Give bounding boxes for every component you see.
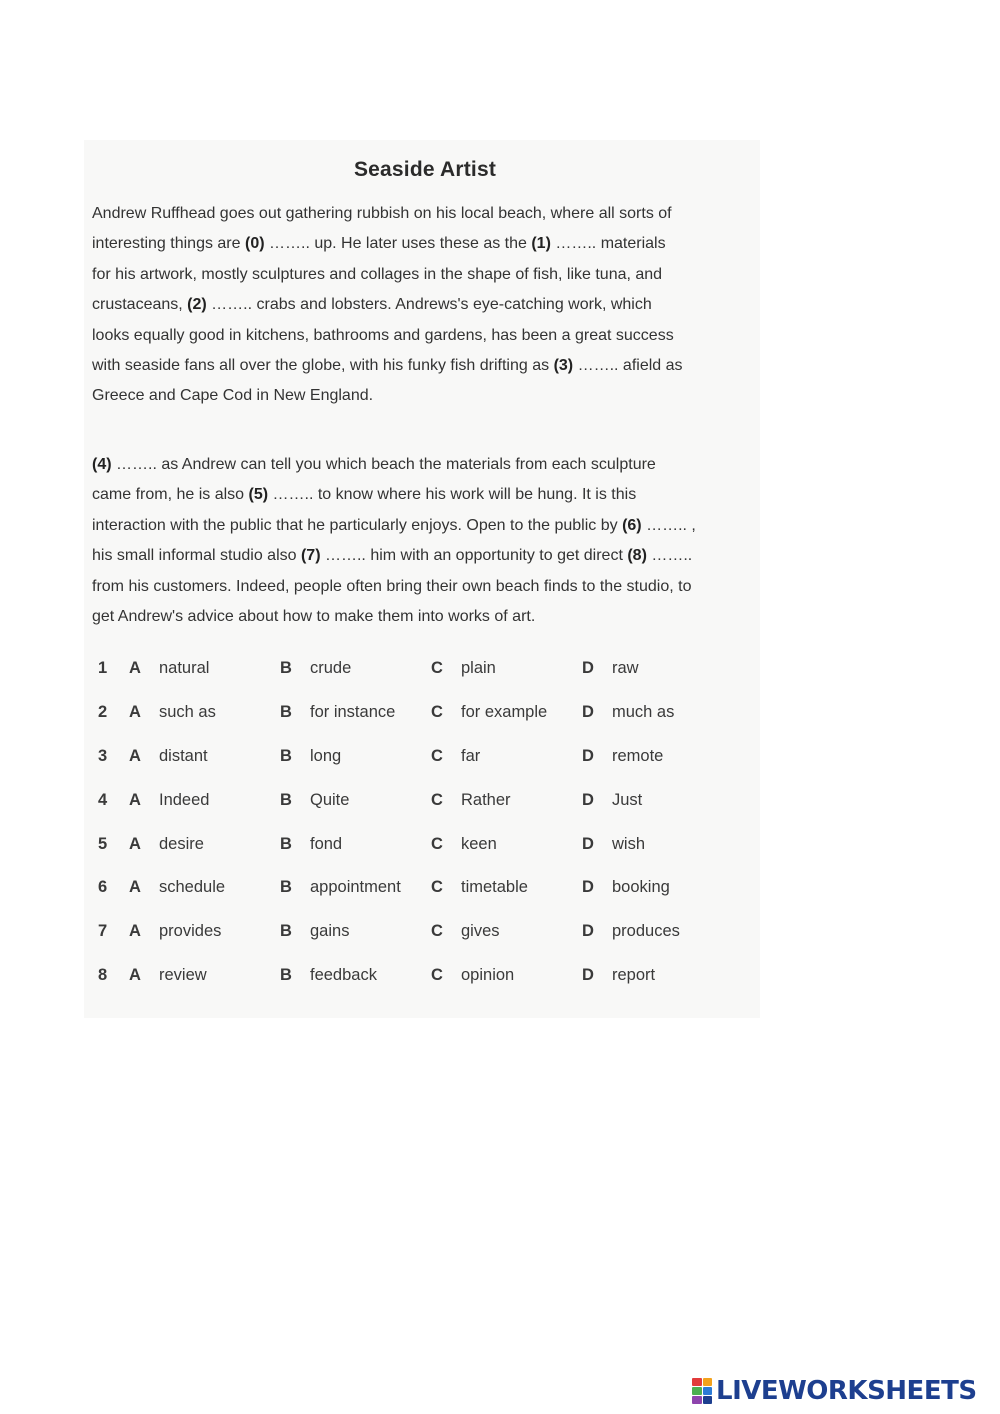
- paragraph-1: [92, 199, 772, 412]
- option-text: long: [310, 746, 342, 765]
- gap-number: (2): [187, 296, 207, 314]
- option-letter: B: [280, 702, 292, 721]
- question-number: 6: [98, 878, 108, 897]
- gap-number: (1): [531, 235, 551, 253]
- option-letter: C: [431, 878, 443, 897]
- option-text: appointment: [310, 878, 401, 897]
- option-text: feedback: [310, 966, 377, 985]
- question-number: 4: [98, 790, 108, 809]
- text-line: came from, he is also (5) …….. to know where his work will be hung. It is this: [92, 486, 637, 504]
- text-line: for his artwork, mostly sculptures and collages in the shape of fish, like tuna, and: [92, 265, 663, 283]
- liveworksheets-logo: [692, 1374, 977, 1408]
- option-letter: D: [582, 659, 594, 677]
- option-text: for instance: [310, 702, 396, 721]
- option-text: for example: [461, 702, 548, 721]
- text-line: (4) …….. as Andrew can tell you which beach the materials from each sculpture: [92, 456, 656, 473]
- option-letter: A: [129, 834, 141, 853]
- option-text: raw: [612, 659, 639, 677]
- gap-number: (8): [627, 547, 647, 565]
- option-text: natural: [159, 659, 210, 677]
- text-line: with seaside fans all over the globe, with his funky fish drifting as (3) …….. afield as: [92, 356, 683, 374]
- option-letter: C: [431, 702, 443, 721]
- gap-number: (3): [553, 356, 574, 374]
- option-letter: B: [280, 834, 292, 853]
- option-text: wish: [612, 834, 646, 853]
- option-letter: B: [280, 922, 292, 941]
- question-number: 1: [98, 659, 108, 677]
- option-letter: A: [129, 659, 141, 677]
- gap-number: (0): [244, 235, 265, 253]
- option-letter: C: [431, 966, 443, 985]
- text-line: interaction with the public that he particularly enjoys. Open to the public by (6) …….. ,: [92, 516, 696, 534]
- page-title: Seaside Artist: [353, 158, 497, 181]
- option-text: Rather: [461, 790, 511, 809]
- option-letter: D: [582, 746, 594, 765]
- gap-number: (7): [300, 547, 321, 565]
- option-text: keen: [461, 834, 497, 853]
- option-text: far: [461, 746, 481, 765]
- option-text: timetable: [461, 878, 528, 897]
- option-letter: B: [280, 878, 292, 897]
- option-letter: B: [280, 966, 292, 985]
- option-text: produces: [612, 922, 680, 941]
- question-number: 8: [98, 966, 108, 985]
- option-letter: D: [582, 878, 594, 897]
- option-text: Quite: [310, 790, 350, 809]
- text-line: his small informal studio also (7) …….. him with an opportunity to get direct (8) ……..: [92, 547, 693, 565]
- option-text: fond: [310, 834, 343, 853]
- option-text: booking: [612, 878, 670, 897]
- option-letter: B: [280, 746, 292, 765]
- option-letter: D: [582, 790, 594, 809]
- option-letter: A: [129, 702, 141, 721]
- option-letter: C: [431, 922, 443, 941]
- option-text: review: [159, 966, 207, 985]
- option-letter: C: [431, 746, 443, 765]
- option-text: provides: [159, 922, 222, 941]
- option-letter: A: [129, 878, 141, 897]
- text-line: Greece and Cape Cod in New England.: [92, 387, 374, 405]
- liveworksheets-logo-icon: [692, 1378, 712, 1404]
- option-letter: D: [582, 966, 594, 985]
- option-text: Just: [612, 790, 643, 809]
- option-letter: B: [280, 790, 292, 809]
- option-letter: B: [280, 659, 292, 677]
- text-line: crustaceans, (2) …….. crabs and lobsters. Andrews's eye-catching work, which: [92, 296, 652, 314]
- option-letter: C: [431, 659, 443, 677]
- option-letter: C: [431, 834, 443, 853]
- option-text: crude: [310, 659, 352, 677]
- option-letter: D: [582, 834, 594, 853]
- option-text: schedule: [159, 878, 226, 897]
- gap-number: (5): [248, 486, 269, 504]
- question-number: 3: [98, 746, 108, 765]
- option-text: opinion: [461, 966, 515, 985]
- paragraph-2: [92, 450, 772, 632]
- option-text: such as: [159, 702, 216, 721]
- option-letter: A: [129, 922, 141, 941]
- option-letter: A: [129, 790, 141, 809]
- option-text: distant: [159, 746, 208, 765]
- option-letter: D: [582, 922, 594, 941]
- option-text: report: [612, 966, 656, 985]
- option-letter: C: [431, 790, 443, 809]
- option-text: Indeed: [159, 790, 210, 809]
- text-line: Andrew Ruffhead goes out gathering rubbish on his local beach, where all sorts of: [92, 205, 672, 222]
- text-line: from his customers. Indeed, people often bring their own beach finds to the studio, to: [92, 577, 692, 595]
- text-line: looks equally good in kitchens, bathrooms and gardens, has been a great success: [92, 326, 674, 344]
- gap-number: (6): [622, 516, 642, 534]
- option-text: gains: [310, 922, 350, 941]
- gap-number: (4): [92, 456, 112, 473]
- text-line: interesting things are (0) …….. up. He later uses these as the (1) …….. materials: [92, 235, 666, 253]
- option-letter: A: [129, 966, 141, 985]
- option-letter: D: [582, 702, 594, 721]
- option-letter: A: [129, 746, 141, 765]
- option-text: desire: [159, 834, 204, 853]
- option-text: remote: [612, 746, 664, 765]
- question-number: 7: [98, 922, 108, 941]
- option-text: gives: [461, 922, 500, 941]
- logo-text: LIVEWORKSHEETS: [716, 1376, 977, 1406]
- question-number: 2: [98, 702, 108, 721]
- option-text: much as: [612, 702, 675, 721]
- text-line: get Andrew's advice about how to make them into works of art.: [92, 607, 536, 625]
- question-number: 5: [98, 834, 108, 853]
- option-text: plain: [461, 659, 496, 677]
